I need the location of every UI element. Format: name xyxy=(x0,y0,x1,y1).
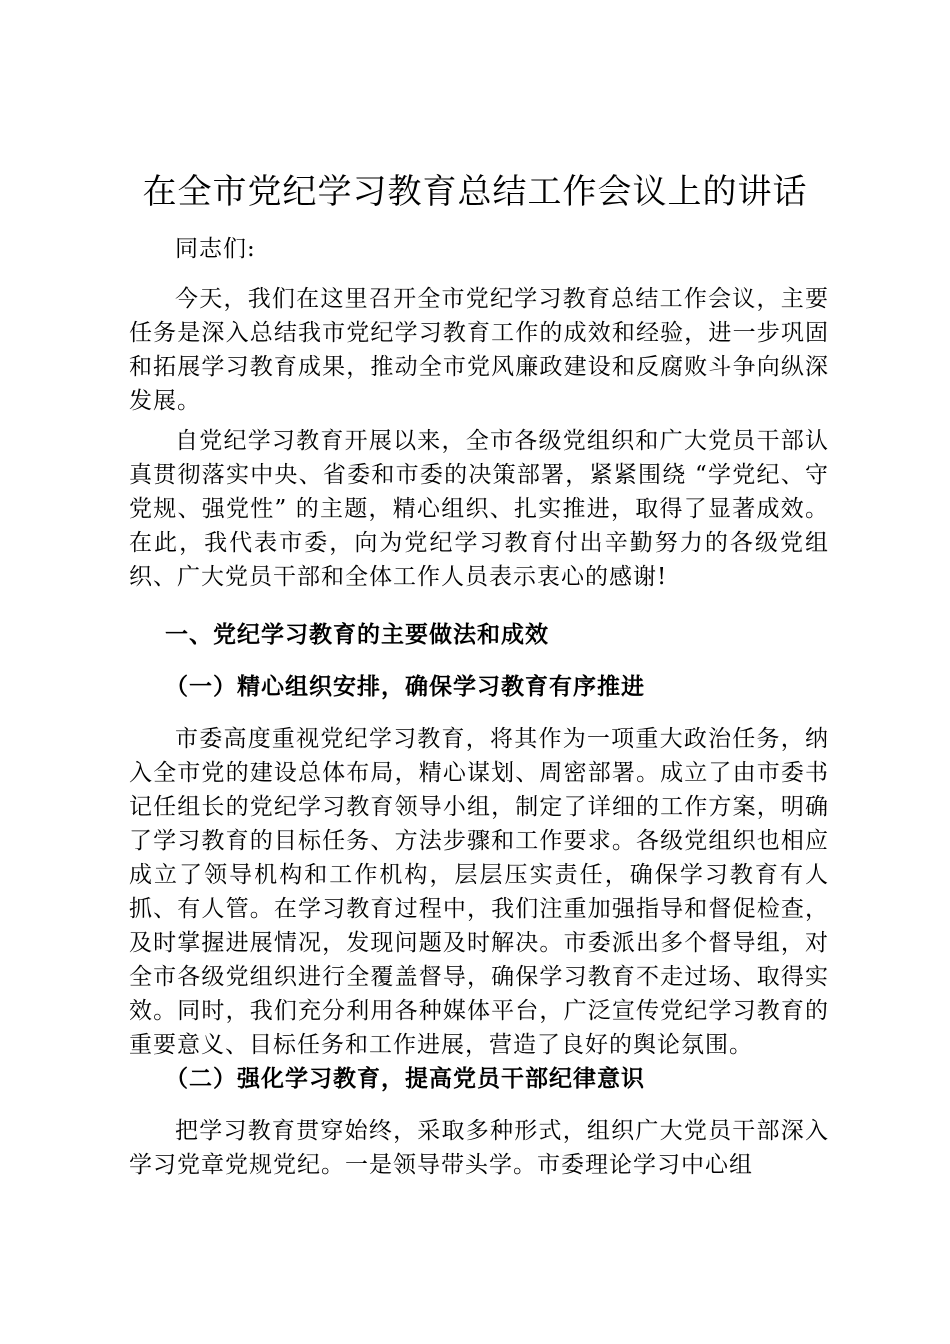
subsection-heading-2: （二）强化学习教育，提高党员干部纪律意识 xyxy=(165,1066,645,1092)
subsection-heading-1: （一）精心组织安排，确保学习教育有序推进 xyxy=(165,674,645,700)
subsection-paragraph-2: 把学习教育贯穿始终，采取多种形式，组织广大党员干部深入学习党章党规党纪。一是领导带头学。市委理论学习中心组 xyxy=(129,1118,829,1178)
section-heading-1: 一、党纪学习教育的主要做法和成效 xyxy=(165,622,549,648)
subsection-paragraph-1: 市委高度重视党纪学习教育，将其作为一项重大政治任务，纳入全市党的建设总体布局，精心谋划、周密部署。成立了由市委书记任组长的党纪学习教育领导小组，制定了详细的工作方案，明确了学习教育的目标任务、方法步骤和工作要求。各级党组织也相应成立了领导机构和工作机构，层层压实责任，确保学习教育有人抓、有人管。在学习教育过程中，我们注重加强指导和督促检查，及时掌握进展情况，发现问题及时解决。市委派出多个督导组，对全市各级党组织进行全覆盖督导，确保学习教育不走过场、取得实效。同时，我们充分利用各种媒体平台，广泛宣传党纪学习教育的重要意义、目标任务和工作进展，营造了良好的舆论氛围。 xyxy=(129,726,829,1058)
greeting: 同志们: xyxy=(175,236,256,262)
paragraph-thanks: 自党纪学习教育开展以来，全市各级党组织和广大党员干部认真贯彻落实中央、省委和市委的决策部署，紧紧围绕 “学党纪、守党规、强党性” 的主题，精心组织、扎实推进，取得了显著成效。在此，我代表市委，向为党纪学习教育付出辛勤努力的各级党组织、广大党员干部和全体工作人员表示衷心的感谢! xyxy=(129,428,829,590)
paragraph-intro: 今天，我们在这里召开全市党纪学习教育总结工作会议，主要任务是深入总结我市党纪学习教育工作的成效和经验，进一步巩固和拓展学习教育成果，推动全市党风廉政建设和反腐败斗争向纵深发展。 xyxy=(129,286,829,414)
document-title: 在全市党纪学习教育总结工作会议上的讲话 xyxy=(142,172,808,212)
